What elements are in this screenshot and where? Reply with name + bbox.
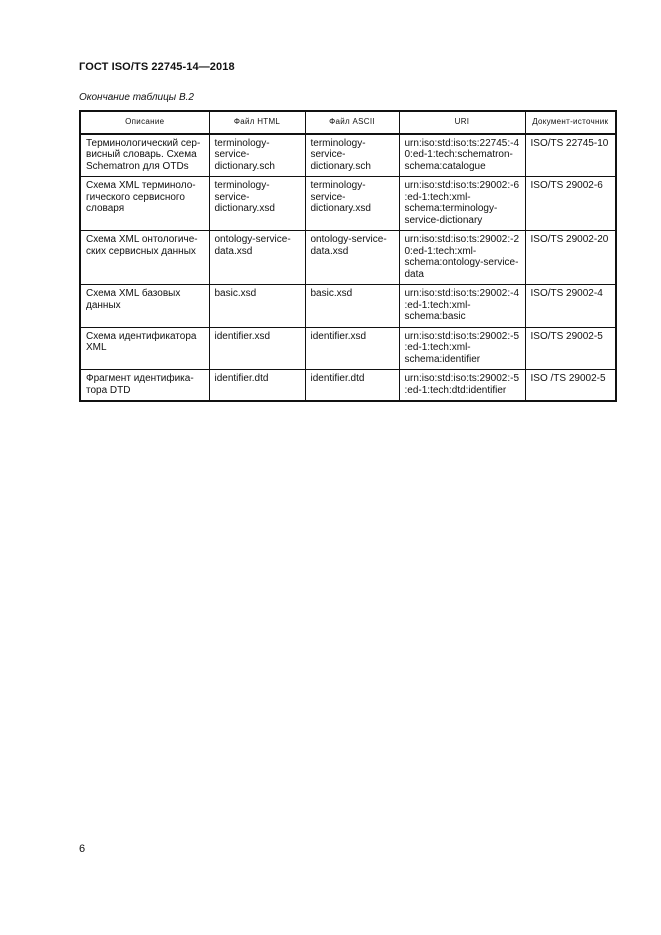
table-row — [80, 231, 616, 285]
cell-html-file: terminology-service-dictionary.xsd — [209, 177, 305, 231]
cell-ascii-file: ontology-service-data.xsd — [305, 231, 399, 285]
table-row — [80, 134, 616, 177]
table-row — [80, 327, 616, 370]
table-row — [80, 370, 616, 402]
cell-source: ISO/TS 29002-6 — [525, 177, 616, 231]
table-row — [80, 285, 616, 328]
cell-html-file: identifier.dtd — [209, 370, 305, 402]
cell-html-file: basic.xsd — [209, 285, 305, 328]
files-table — [79, 110, 617, 402]
cell-html-file: terminology-service-dictionary.sch — [209, 134, 305, 177]
cell-description: Терминологический сервисный словарь. Схема Schematron для OTDs — [80, 134, 209, 177]
cell-description: Схема XML терминологического сервисного словаря — [80, 177, 209, 231]
cell-source: ISO/TS 29002-4 — [525, 285, 616, 328]
cell-html-file: ontology-service-data.xsd — [209, 231, 305, 285]
cell-uri: urn:iso:std:iso:ts:29002:-6:ed-1:tech:xml-schema:terminology-service-dictionary — [399, 177, 525, 231]
document-title: ГОСТ ISO/TS 22745-14—2018 — [79, 61, 235, 73]
table-caption: Окончание таблицы В.2 — [79, 92, 194, 103]
column-header-html-file: Файл HTML — [209, 111, 305, 134]
column-header-ascii-file: Файл ASCII — [305, 111, 399, 134]
cell-ascii-file: identifier.xsd — [305, 327, 399, 370]
cell-uri: urn:iso:std:iso:ts:22745:-40:ed-1:tech:schematron-schema:catalogue — [399, 134, 525, 177]
page-number: 6 — [79, 843, 86, 855]
cell-source: ISO /TS 29002-5 — [525, 370, 616, 402]
table-row — [80, 177, 616, 231]
cell-description: Схема XML базовых данных — [80, 285, 209, 328]
cell-html-file: identifier.xsd — [209, 327, 305, 370]
cell-description: Схема XML онтологических сервисных данных — [80, 231, 209, 285]
cell-ascii-file: identifier.dtd — [305, 370, 399, 402]
cell-source: ISO/TS 22745-10 — [525, 134, 616, 177]
column-header-source: Документ-источник — [525, 111, 616, 134]
cell-uri: urn:iso:std:iso:ts:29002:-20:ed-1:tech:xml-schema:ontology-service-data — [399, 231, 525, 285]
cell-uri: urn:iso:std:iso:ts:29002:-5:ed-1:tech:dtd:identifier — [399, 370, 525, 402]
table-header-row — [80, 111, 616, 134]
cell-source: ISO/TS 29002-5 — [525, 327, 616, 370]
column-header-uri: URI — [399, 111, 525, 134]
cell-description: Фрагмент идентификатора DTD — [80, 370, 209, 402]
cell-source: ISO/TS 29002-20 — [525, 231, 616, 285]
cell-ascii-file: basic.xsd — [305, 285, 399, 328]
cell-ascii-file: terminology-service-dictionary.sch — [305, 134, 399, 177]
cell-uri: urn:iso:std:iso:ts:29002:-5:ed-1:tech:xml-schema:identifier — [399, 327, 525, 370]
column-header-description: Описание — [80, 111, 209, 134]
cell-uri: urn:iso:std:iso:ts:29002:-4:ed-1:tech:xml-schema:basic — [399, 285, 525, 328]
cell-ascii-file: terminology-service-dictionary.xsd — [305, 177, 399, 231]
cell-description: Схема идентификатора XML — [80, 327, 209, 370]
